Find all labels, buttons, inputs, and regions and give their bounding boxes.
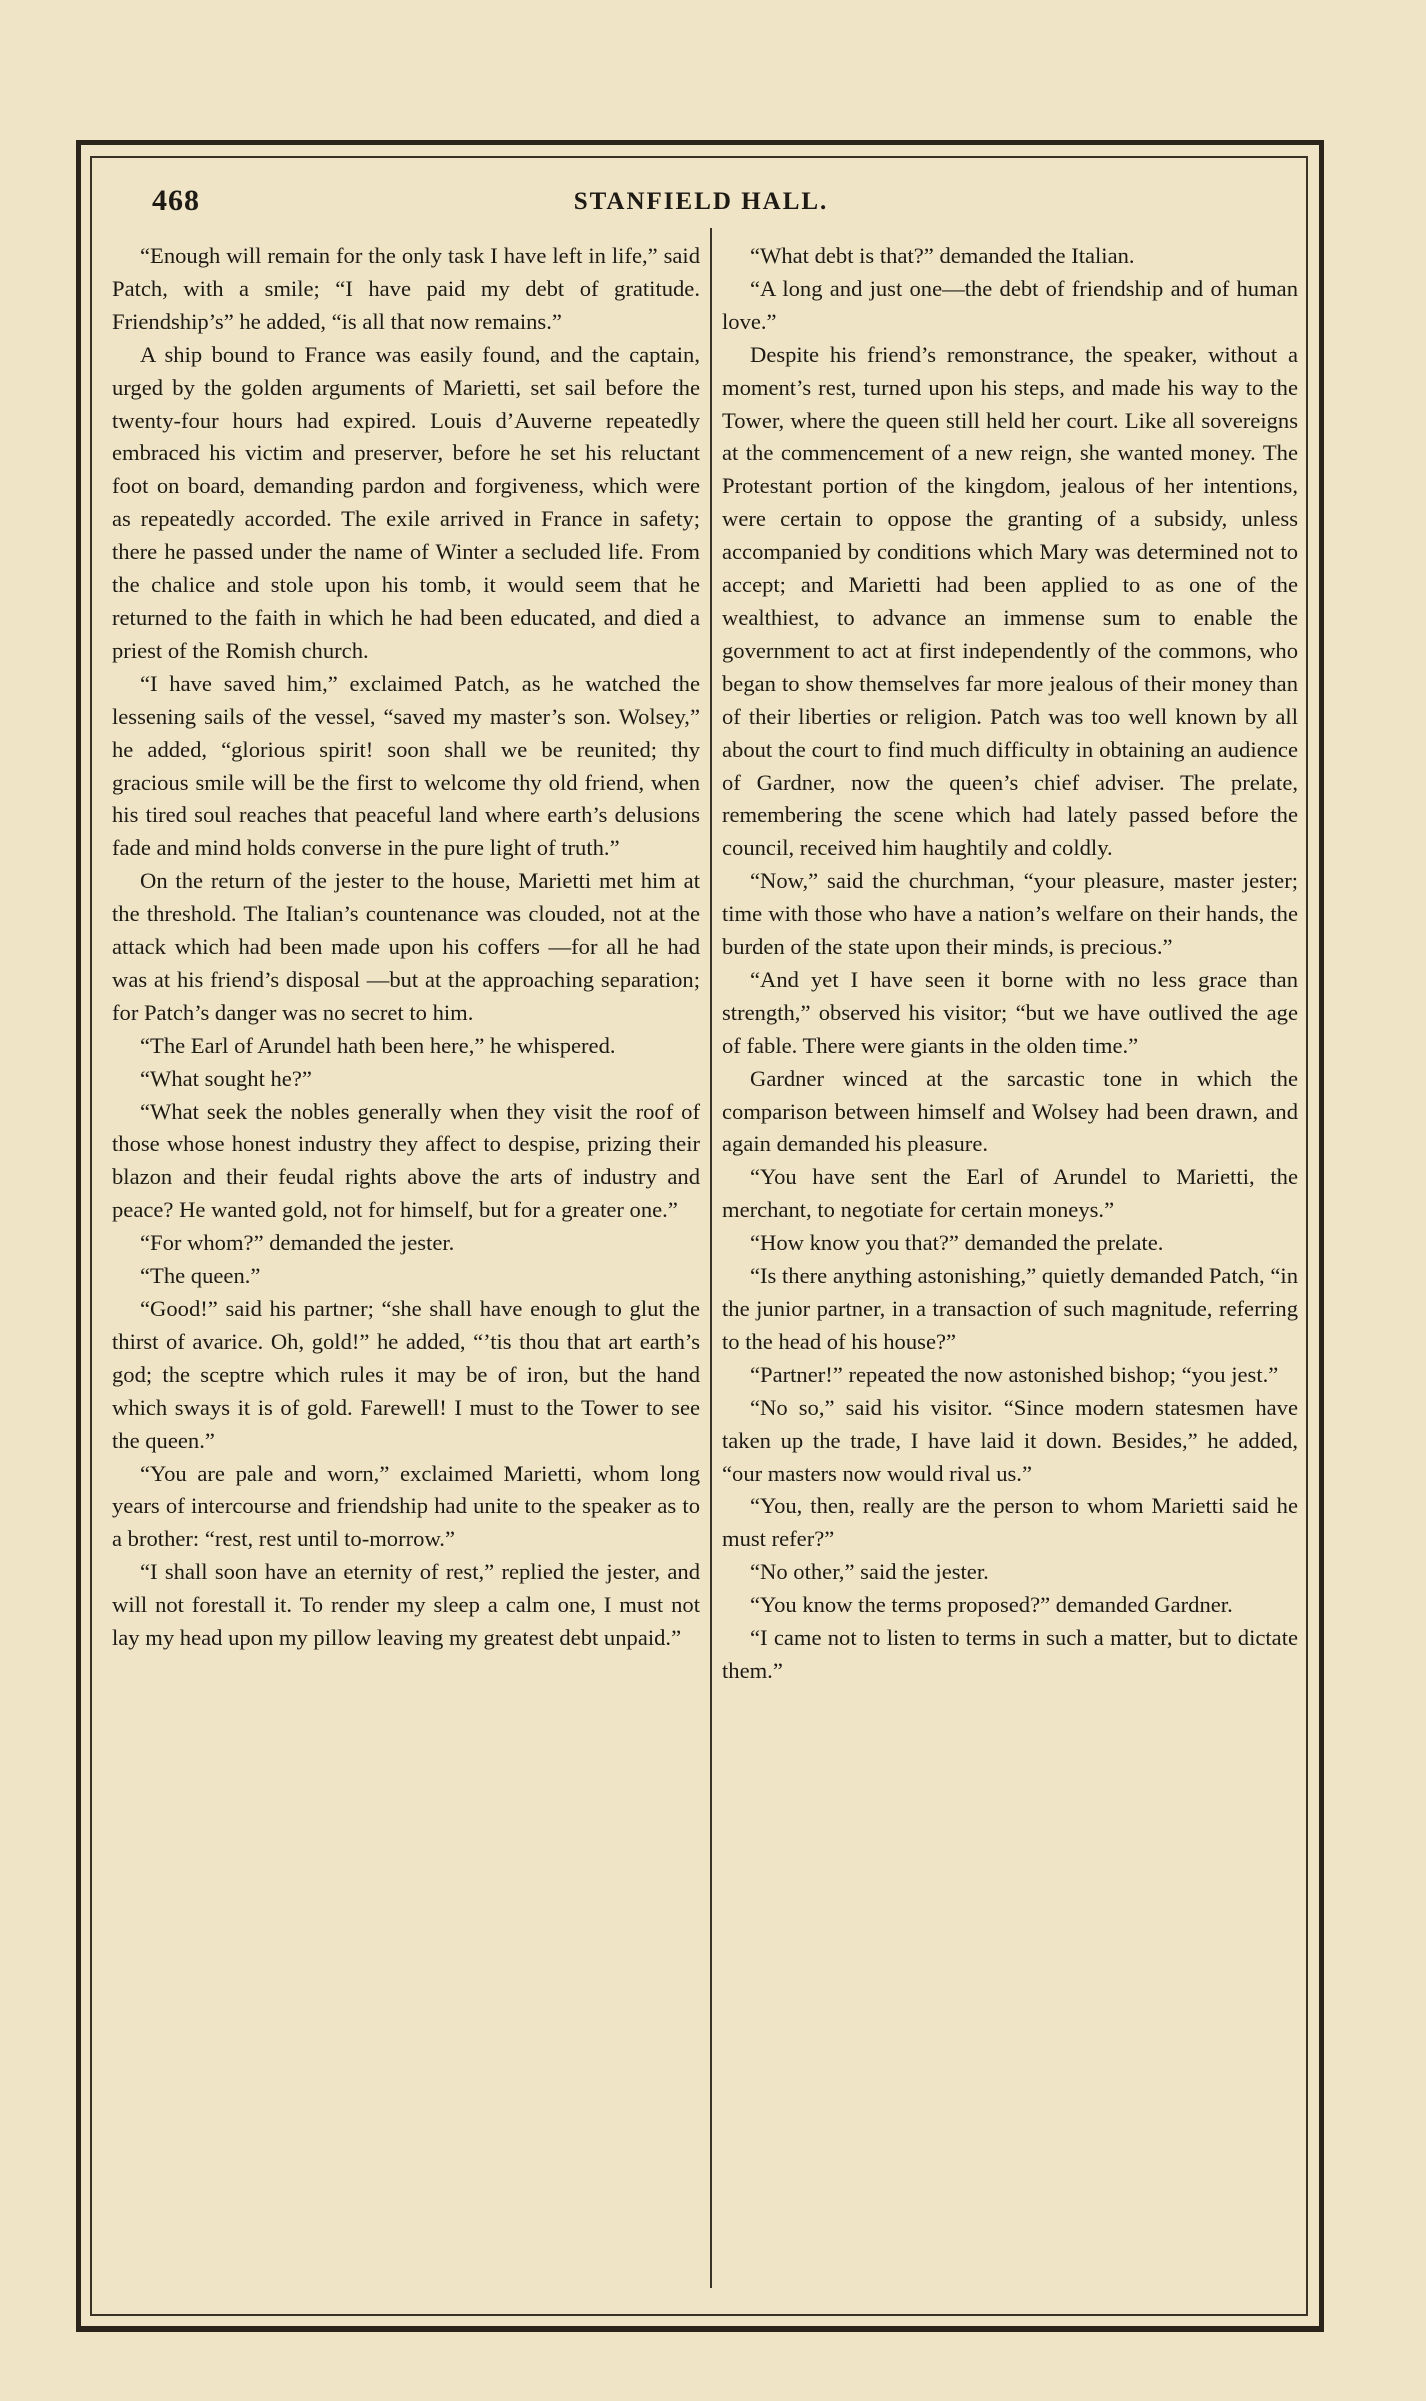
right-column <box>722 240 1298 1688</box>
paragraph: “Good!” said his partner; “she shall have enough to glut the thirst of avarice. Oh, gold!” he added, “’tis thou that art earth’s god; the sceptre which rules it may be of iron, but the hand which sways it is of gold. Farewell! I must to the Tower to see the queen.” <box>112 1296 700 1453</box>
paragraph: “You have sent the Earl of Arundel to Marietti, the merchant, to negotiate for certain moneys.” <box>722 1164 1298 1223</box>
paragraph: “A long and just one—the debt of friendship and of human love.” <box>722 275 1298 334</box>
left-column <box>112 240 700 1655</box>
paragraph: “The queen.” <box>140 1263 261 1289</box>
paragraph: “Now,” said the churchman, “your pleasure, master jester; time with those who have a nation’s welfare on their hands, the burden of the state upon their minds, is precious.” <box>722 868 1298 960</box>
paragraph: “What debt is that?” demanded the Italian. <box>750 243 1135 268</box>
paragraph: “You are pale and worn,” exclaimed Marietti, whom long years of intercourse and friendship had unite to the speaker as to a brother: “rest, rest until to-morrow.” <box>112 1460 700 1552</box>
paragraph: “Is there anything astonishing,” quietly demanded Patch, “in the junior partner, in a transaction of such magnitude, referring to the head of his house?” <box>722 1263 1298 1354</box>
paragraph: Gardner winced at the sarcastic tone in which the comparison between himself and Wolsey had been drawn, and again demanded his pleasure. <box>722 1065 1298 1157</box>
paragraph: “What seek the nobles generally when they visit the roof of those whose honest industry they affect to despise, prizing their blazon and their feudal rights above the arts of industry and peace? He wanted gold, not for himself, but for a greater one.” <box>112 1098 700 1223</box>
column-divider <box>710 228 712 2288</box>
paragraph: Despite his friend’s remonstrance, the speaker, without a moment’s rest, turned upon his steps, and made his way to the Tower, where the queen still held her court. Like all sovereigns at the commencement of a new reign, she wanted money. The Protestant portion of the kingdom, jealous of her intentions, were certain to oppose the granting of a subsidy, unless accompanied by conditions which Mary was determined not to accept; and Marietti had been applied to as one of the wealthiest, to advance an immense sum to enable the government to act at first independently of the commons, who began to show themselves far more jealous of their money than of their liberties or religion. Patch was too well known by all about the court to find much difficulty in obtaining an audience of Gardner, now the queen’s chief adviser. The prelate, remembering the scene which had lately passed before the council, received him haughtily and coldly. <box>722 341 1298 861</box>
paragraph: “I came not to listen to terms in such a matter, but to dictate them.” <box>722 1625 1298 1683</box>
running-title: STANFIELD HALL. <box>573 188 829 215</box>
paragraph: “No other,” said the jester. <box>750 1559 989 1585</box>
paragraph: “How know you that?” demanded the prelate. <box>750 1230 1164 1256</box>
paragraph: “And yet I have seen it borne with no less grace than strength,” observed his visitor; “but we have outlived the age of fable. There were giants in the olden time.” <box>722 966 1298 1058</box>
paragraph: A ship bound to France was easily found, and the captain, urged by the golden arguments of Marietti, set sail before the twenty-four hours had expired. Louis d’Auverne repeatedly embraced his victim and preserver, before he set his reluctant foot on board, demanding pardon and forgiveness, which were as repeatedly accorded. The exile arrived in France in safety; there he passed under the name of Winter a secluded life. From the chalice and stole upon his tomb, it would seem that he returned to the faith in which he had been educated, and died a priest of the Romish church. <box>112 341 700 663</box>
paragraph: “Enough will remain for the only task I have left in life,” said Patch, with a smile; “I have paid my debt of gratitude. Friendship’s” he added, “is all that now remains.” <box>112 243 700 334</box>
page-number: 468 <box>152 184 200 217</box>
page-header <box>108 178 1294 226</box>
paragraph: “I have saved him,” exclaimed Patch, as he watched the lessening sails of the vessel, “saved my master’s son. Wolsey,” he added, “glorious spirit! soon shall we be reunited; thy gracious smile will be the first to welcome thy old friend, when his tired soul reaches that peaceful land where earth’s delusions fade and mind holds converse in the pure light of truth.” <box>112 670 700 861</box>
paragraph: “Partner!” repeated the now astonished bishop; “you jest.” <box>750 1361 1279 1387</box>
paragraph: “You, then, really are the person to whom Marietti said he must refer?” <box>722 1493 1298 1552</box>
paragraph: “You know the terms proposed?” demanded Gardner. <box>750 1592 1233 1618</box>
paragraph: “The Earl of Arundel hath been here,” he whispered. <box>140 1032 616 1058</box>
paragraph: “What sought he?” <box>140 1065 312 1091</box>
paragraph: “I shall soon have an eternity of rest,” replied the jester, and will not forestall it. To render my sleep a calm one, I must not lay my head upon my pillow leaving my greatest debt unpaid.” <box>112 1559 700 1651</box>
paragraph: “For whom?” demanded the jester. <box>140 1230 455 1256</box>
paragraph: On the return of the jester to the house, Marietti met him at the threshold. The Italian’s countenance was clouded, not at the attack which had been made upon his coffers —for all he had was at his friend’s disposal —but at the approaching separation; for Patch’s danger was no secret to him. <box>112 868 700 1025</box>
paragraph: “No so,” said his visitor. “Since modern statesmen have taken up the trade, I have laid it down. Besides,” he added, “our masters now would rival us.” <box>722 1394 1298 1486</box>
